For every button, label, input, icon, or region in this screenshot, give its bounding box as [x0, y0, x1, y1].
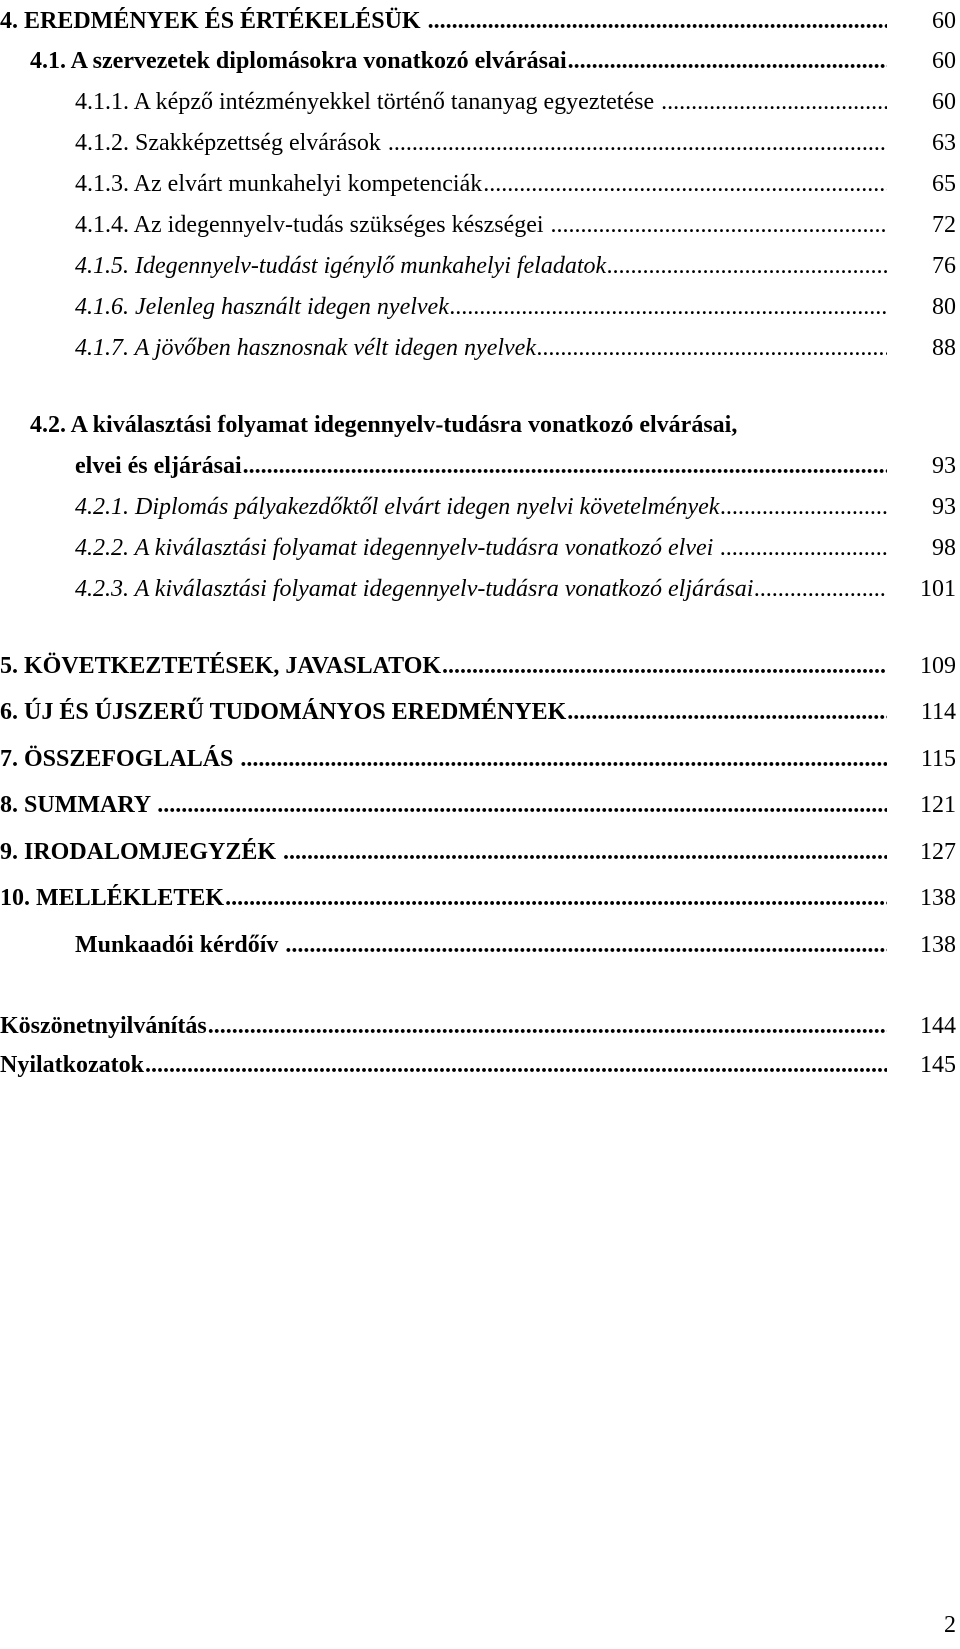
toc-page-number: 109	[920, 653, 956, 679]
toc-entry-line	[75, 87, 887, 119]
toc-entry-6	[0, 697, 960, 737]
toc-entry-line	[75, 574, 887, 606]
toc-entry-munkaadoi-kerdoiv	[0, 930, 960, 970]
toc-page-number: 80	[932, 294, 956, 320]
toc-entry-label: elvei és eljárásai	[75, 453, 242, 479]
toc-page-number: 138	[920, 932, 956, 958]
toc-entry-line	[0, 697, 887, 729]
toc-page-number: 115	[920, 746, 956, 772]
toc-entry-5	[0, 651, 960, 691]
toc-entry-line	[0, 651, 887, 683]
toc-entry-line	[75, 292, 887, 324]
toc-entry-label: 4.1.2. Szakképzettség elvárások	[75, 130, 387, 156]
toc-entry-line	[30, 46, 887, 78]
toc-entry-line	[75, 251, 887, 283]
toc-entry-4-1-7	[0, 333, 960, 373]
toc-page-number: 60	[932, 8, 956, 34]
toc-page-number: 127	[920, 839, 956, 865]
toc-entry-label: 4.2.1. Diplomás pályakezdőktől elvárt idegen nyelvi követelmények	[75, 494, 720, 520]
toc-entry-label-line1: 4.2. A kiválasztási folyamat idegennyelv-tudásra vonatkozó elvárásai,	[30, 412, 738, 438]
toc-entry-4-1-2	[0, 128, 960, 168]
toc-entry-label: 5. KÖVETKEZTETÉSEK, JAVASLATOK	[0, 653, 442, 679]
toc-entry-koszonetnyilvanitas	[0, 1011, 960, 1051]
toc-page-number: 144	[920, 1013, 956, 1039]
toc-entry-label: 4.1. A szervezetek diplomásokra vonatkozó elvárásai	[30, 48, 567, 74]
toc-page-number: 63	[932, 130, 956, 156]
toc-entry-label: Köszönetnyilvánítás	[0, 1013, 207, 1039]
toc-entry-label: 6. ÚJ ÉS ÚJSZERŰ TUDOMÁNYOS EREDMÉNYEK	[0, 699, 567, 725]
toc-page-number: 98	[932, 535, 956, 561]
toc-entry-line	[0, 883, 887, 915]
toc-entry-label: 10. MELLÉKLETEK	[0, 885, 225, 911]
toc-page-number: 60	[932, 48, 956, 74]
toc-entry-9	[0, 837, 960, 877]
toc-entry-label: 4.2.2. A kiválasztási folyamat idegennyelv-tudásra vonatkozó elvei	[75, 535, 720, 561]
toc-entry-nyilatkozatok	[0, 1050, 960, 1090]
toc-entry-4-1-6	[0, 292, 960, 332]
toc-page-number: 60	[932, 89, 956, 115]
toc-entry-label: 4.1.5. Idegennyelv-tudást igénylő munkahelyi feladatok	[75, 253, 607, 279]
toc-entry-line	[0, 6, 887, 38]
toc-page-number: 88	[932, 335, 956, 361]
toc-entry-4-2-heading	[0, 410, 960, 450]
toc-entry-label: 4.1.6. Jelenleg használt idegen nyelvek	[75, 294, 449, 320]
toc-entry-4	[0, 6, 960, 46]
toc-entry-label: 4.1.7. A jövőben hasznosnak vélt idegen nyelvek	[75, 335, 536, 361]
toc-page-number: 93	[932, 453, 956, 479]
toc-entry-line	[75, 333, 887, 365]
toc-entry-4-1-1	[0, 87, 960, 127]
toc-entry-4-2-3	[0, 574, 960, 614]
toc-entry-label: Munkaadói kérdőív	[75, 932, 285, 958]
toc-entry-label: 9. IRODALOMJEGYZÉK	[0, 839, 283, 865]
toc-entry-4-1-3	[0, 169, 960, 209]
toc-entry-4-1	[0, 46, 960, 86]
toc-page-number: 76	[932, 253, 956, 279]
toc-entry-label: Nyilatkozatok	[0, 1052, 144, 1078]
toc-entry-label: 4.2.3. A kiválasztási folyamat idegennyelv-tudásra vonatkozó eljárásai	[75, 576, 754, 602]
toc-entry-label: 7. ÖSSZEFOGLALÁS	[0, 746, 240, 772]
toc-page-number: 145	[920, 1052, 956, 1078]
toc-entry-line	[0, 744, 887, 776]
toc-entry-line	[75, 533, 887, 565]
toc-page-number: 93	[932, 494, 956, 520]
toc-entry-line	[75, 210, 887, 242]
toc-page-number: 72	[932, 212, 956, 238]
toc-page-number: 65	[932, 171, 956, 197]
toc-entry-line	[75, 451, 887, 483]
toc-entry-8	[0, 790, 960, 830]
toc-entry-label: 4.1.3. Az elvárt munkahelyi kompetenciák	[75, 171, 483, 197]
toc-entry-line	[0, 790, 887, 822]
toc-entry-7	[0, 744, 960, 784]
toc-entry-line	[75, 492, 887, 524]
toc-entry-label: 4. EREDMÉNYEK ÉS ÉRTÉKELÉSÜK	[0, 8, 427, 34]
toc-entry-label: 4.1.4. Az idegennyelv-tudás szükséges készségei	[75, 212, 550, 238]
toc-entry-line	[75, 930, 887, 962]
toc-entry-label: 8. SUMMARY	[0, 792, 157, 818]
toc-entry-label: 4.1.1. A képző intézményekkel történő tananyag egyeztetése	[75, 89, 661, 115]
toc-entry-line	[0, 837, 887, 869]
toc-entry-line	[75, 169, 887, 201]
toc-page-number: 138	[920, 885, 956, 911]
toc-entry-4-2-2	[0, 533, 960, 573]
toc-page-number: 101	[920, 576, 956, 602]
toc-page-number: 121	[920, 792, 956, 818]
toc-entry-line	[75, 128, 887, 160]
toc-entry-4-2	[0, 451, 960, 491]
toc-entry-4-1-4	[0, 210, 960, 250]
toc-entry-line	[0, 1050, 887, 1082]
toc-page-number: 114	[920, 699, 956, 725]
toc-entry-10	[0, 883, 960, 923]
toc-entry-line	[0, 1011, 887, 1043]
toc-entry-4-1-5	[0, 251, 960, 291]
page-number: 2	[944, 1612, 956, 1638]
toc-entry-4-2-1	[0, 492, 960, 532]
